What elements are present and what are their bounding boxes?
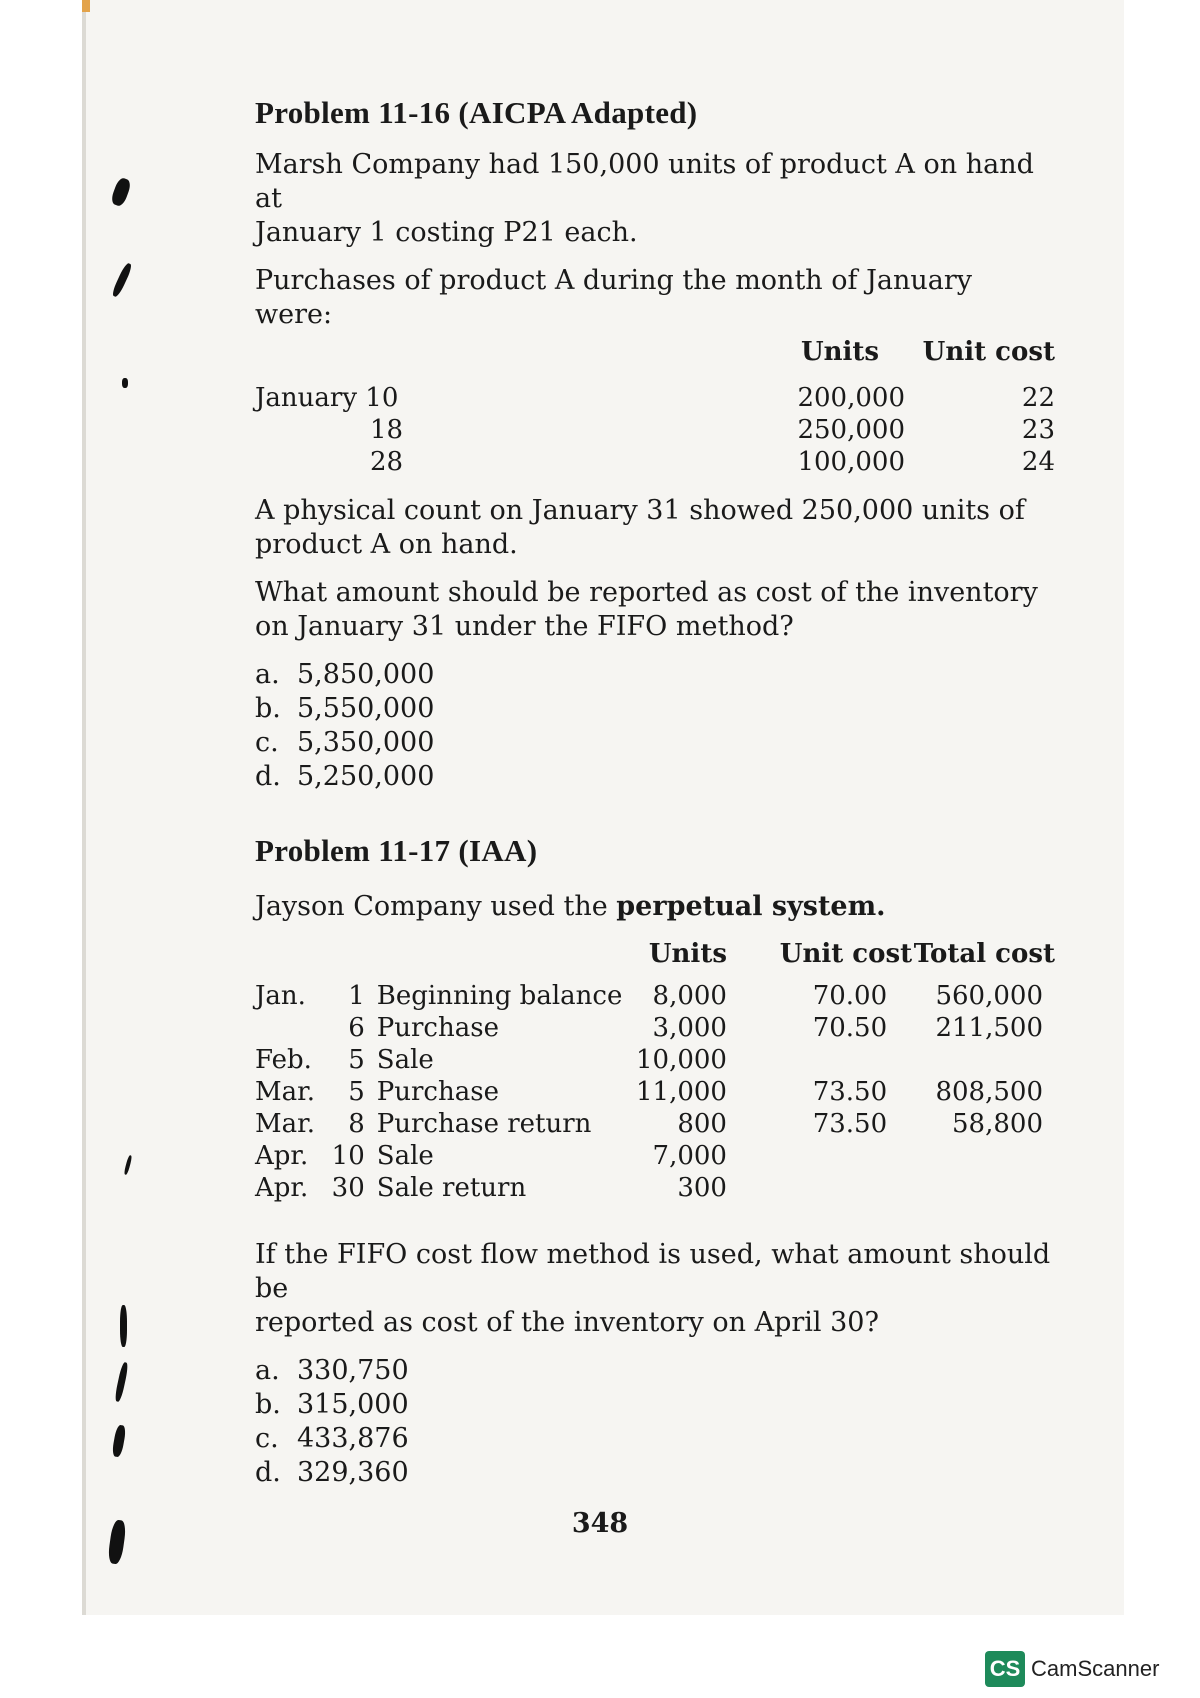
choice-letter: b.	[255, 693, 281, 724]
row-date: 18	[370, 415, 404, 445]
row-month: Jan.	[255, 981, 306, 1011]
table-row	[255, 980, 1055, 1012]
col-unit-cost: Unit cost	[922, 337, 1055, 367]
choice-value: 433,876	[297, 1423, 409, 1454]
row-unit-cost: 70.00	[812, 981, 888, 1011]
count-line: product A on hand.	[255, 529, 518, 560]
choice-value: 5,550,000	[297, 693, 435, 724]
col-unit-cost: Unit cost	[779, 939, 913, 969]
choice-d[interactable]	[255, 760, 1055, 794]
table-row	[255, 1172, 1055, 1204]
table-row	[255, 382, 1055, 414]
row-unit-cost	[727, 1140, 912, 1172]
col-total-cost: Total cost	[913, 939, 1055, 969]
choice-b[interactable]	[255, 1388, 1055, 1422]
question-line: on January 31 under the FIFO method?	[255, 611, 794, 642]
row-cost: 23	[1021, 415, 1055, 445]
margin-mark	[120, 1305, 127, 1347]
choice-value: 5,350,000	[297, 727, 435, 758]
row-total-cost	[912, 1140, 1055, 1172]
margin-mark	[122, 378, 128, 388]
question-line: What amount should be reported as cost of the inventory	[255, 577, 1038, 608]
page-edge	[82, 0, 86, 1615]
table-row	[255, 446, 1055, 478]
choice-letter: c.	[255, 727, 279, 758]
row-unit-cost	[727, 1172, 912, 1204]
row-day: 6	[348, 1013, 365, 1043]
table-row	[255, 1108, 1055, 1140]
purchases-table	[255, 336, 1055, 478]
col-units: Units	[800, 337, 880, 367]
choice-value: 315,000	[297, 1389, 409, 1420]
table-row	[255, 1140, 1055, 1172]
row-day: 1	[348, 981, 365, 1011]
row-description: Beginning balance	[376, 981, 623, 1011]
row-units: 300	[677, 1173, 727, 1203]
row-day: 5	[348, 1045, 365, 1075]
row-unit-cost	[727, 1044, 912, 1076]
question-line: reported as cost of the inventory on April 30?	[255, 1307, 879, 1338]
choice-value: 330,750	[297, 1355, 409, 1386]
problem-11-17-title: Problem 11-17 (IAA)	[255, 833, 538, 868]
row-total-cost: 211,500	[935, 1013, 1043, 1043]
row-description: Sale	[376, 1141, 434, 1171]
row-units: 800	[677, 1109, 727, 1139]
row-month: Feb.	[255, 1045, 312, 1075]
transactions-table	[255, 938, 1055, 1204]
choice-b[interactable]	[255, 692, 1055, 726]
row-unit-cost: 73.50	[812, 1109, 888, 1139]
choice-a[interactable]	[255, 658, 1055, 692]
row-day: 30	[331, 1173, 365, 1203]
problem-11-16-intro	[255, 148, 1055, 250]
intro-emphasis: perpetual system.	[616, 891, 886, 922]
problem-11-17-intro	[255, 890, 1055, 924]
intro-text: Jayson Company used the	[255, 891, 617, 922]
row-total-cost: 58,800	[952, 1109, 1043, 1139]
row-date: 28	[370, 447, 404, 477]
row-description: Purchase return	[376, 1109, 592, 1139]
problem-11-17-question	[255, 1238, 1055, 1340]
problem-11-16-title: Problem 11-16 (AICPA Adapted)	[255, 95, 698, 130]
choice-letter: c.	[255, 1423, 279, 1454]
row-month	[255, 1012, 329, 1044]
table-header-row	[255, 336, 1055, 368]
row-description: Sale	[376, 1045, 434, 1075]
row-description: Purchase	[376, 1013, 499, 1043]
choice-value: 5,850,000	[297, 659, 435, 690]
page-number: 348	[571, 1508, 629, 1539]
choice-letter: d.	[255, 761, 281, 792]
row-cost: 24	[1021, 447, 1055, 477]
col-units: Units	[648, 939, 727, 969]
problem-11-16-choices	[255, 658, 1055, 794]
row-total-cost	[912, 1044, 1055, 1076]
question-line: If the FIFO cost flow method is used, what amount should be	[255, 1239, 1051, 1304]
row-unit-cost: 70.50	[812, 1013, 888, 1043]
intro-line: January 1 costing P21 each.	[255, 217, 638, 248]
row-month: Mar.	[255, 1109, 315, 1139]
row-day: 8	[348, 1109, 365, 1139]
table-row	[255, 414, 1055, 446]
table-row	[255, 1076, 1055, 1108]
row-units: 7,000	[652, 1141, 727, 1171]
row-month: Apr.	[255, 1141, 309, 1171]
row-total-cost	[912, 1172, 1055, 1204]
row-units: 3,000	[652, 1013, 727, 1043]
physical-count-text	[255, 494, 1055, 562]
row-units: 250,000	[797, 415, 905, 445]
page-content	[255, 96, 1055, 1490]
problem-11-17-choices	[255, 1354, 1055, 1490]
corner-mark	[82, 0, 90, 12]
row-month: Apr.	[255, 1173, 309, 1203]
row-units: 11,000	[635, 1077, 727, 1107]
choice-value: 5,250,000	[297, 761, 435, 792]
choice-c[interactable]	[255, 726, 1055, 760]
row-description: Sale return	[376, 1173, 527, 1203]
row-units: 8,000	[652, 981, 727, 1011]
row-month: Mar.	[255, 1077, 315, 1107]
row-day: 5	[348, 1077, 365, 1107]
row-description: Purchase	[376, 1077, 499, 1107]
table-row	[255, 1044, 1055, 1076]
camscanner-logo	[985, 1651, 1159, 1687]
choice-a[interactable]	[255, 1354, 1055, 1388]
row-total-cost: 808,500	[935, 1077, 1043, 1107]
camscanner-icon: CS	[985, 1651, 1025, 1687]
purchases-label: Purchases of product A during the month of January were:	[255, 265, 973, 330]
choice-d[interactable]	[255, 1456, 1055, 1490]
camscanner-label: CamScanner	[1031, 1656, 1160, 1681]
row-date: January 10	[255, 383, 399, 413]
table-row	[255, 1012, 1055, 1044]
choice-letter: a.	[255, 659, 280, 690]
row-units: 200,000	[797, 383, 905, 413]
intro-line: Marsh Company had 150,000 units of product A on hand at	[255, 149, 1034, 214]
count-line: A physical count on January 31 showed 250,000 units of	[255, 495, 1025, 526]
choice-value: 329,360	[297, 1457, 409, 1488]
choice-letter: a.	[255, 1355, 280, 1386]
row-units: 10,000	[635, 1045, 727, 1075]
row-units: 100,000	[797, 447, 905, 477]
row-total-cost: 560,000	[935, 981, 1043, 1011]
problem-11-16-question	[255, 576, 1055, 644]
row-cost: 22	[1021, 383, 1055, 413]
choice-c[interactable]	[255, 1422, 1055, 1456]
row-day: 10	[331, 1141, 365, 1171]
choice-letter: d.	[255, 1457, 281, 1488]
table-header-row	[255, 938, 1055, 970]
choice-letter: b.	[255, 1389, 281, 1420]
row-unit-cost: 73.50	[812, 1077, 888, 1107]
